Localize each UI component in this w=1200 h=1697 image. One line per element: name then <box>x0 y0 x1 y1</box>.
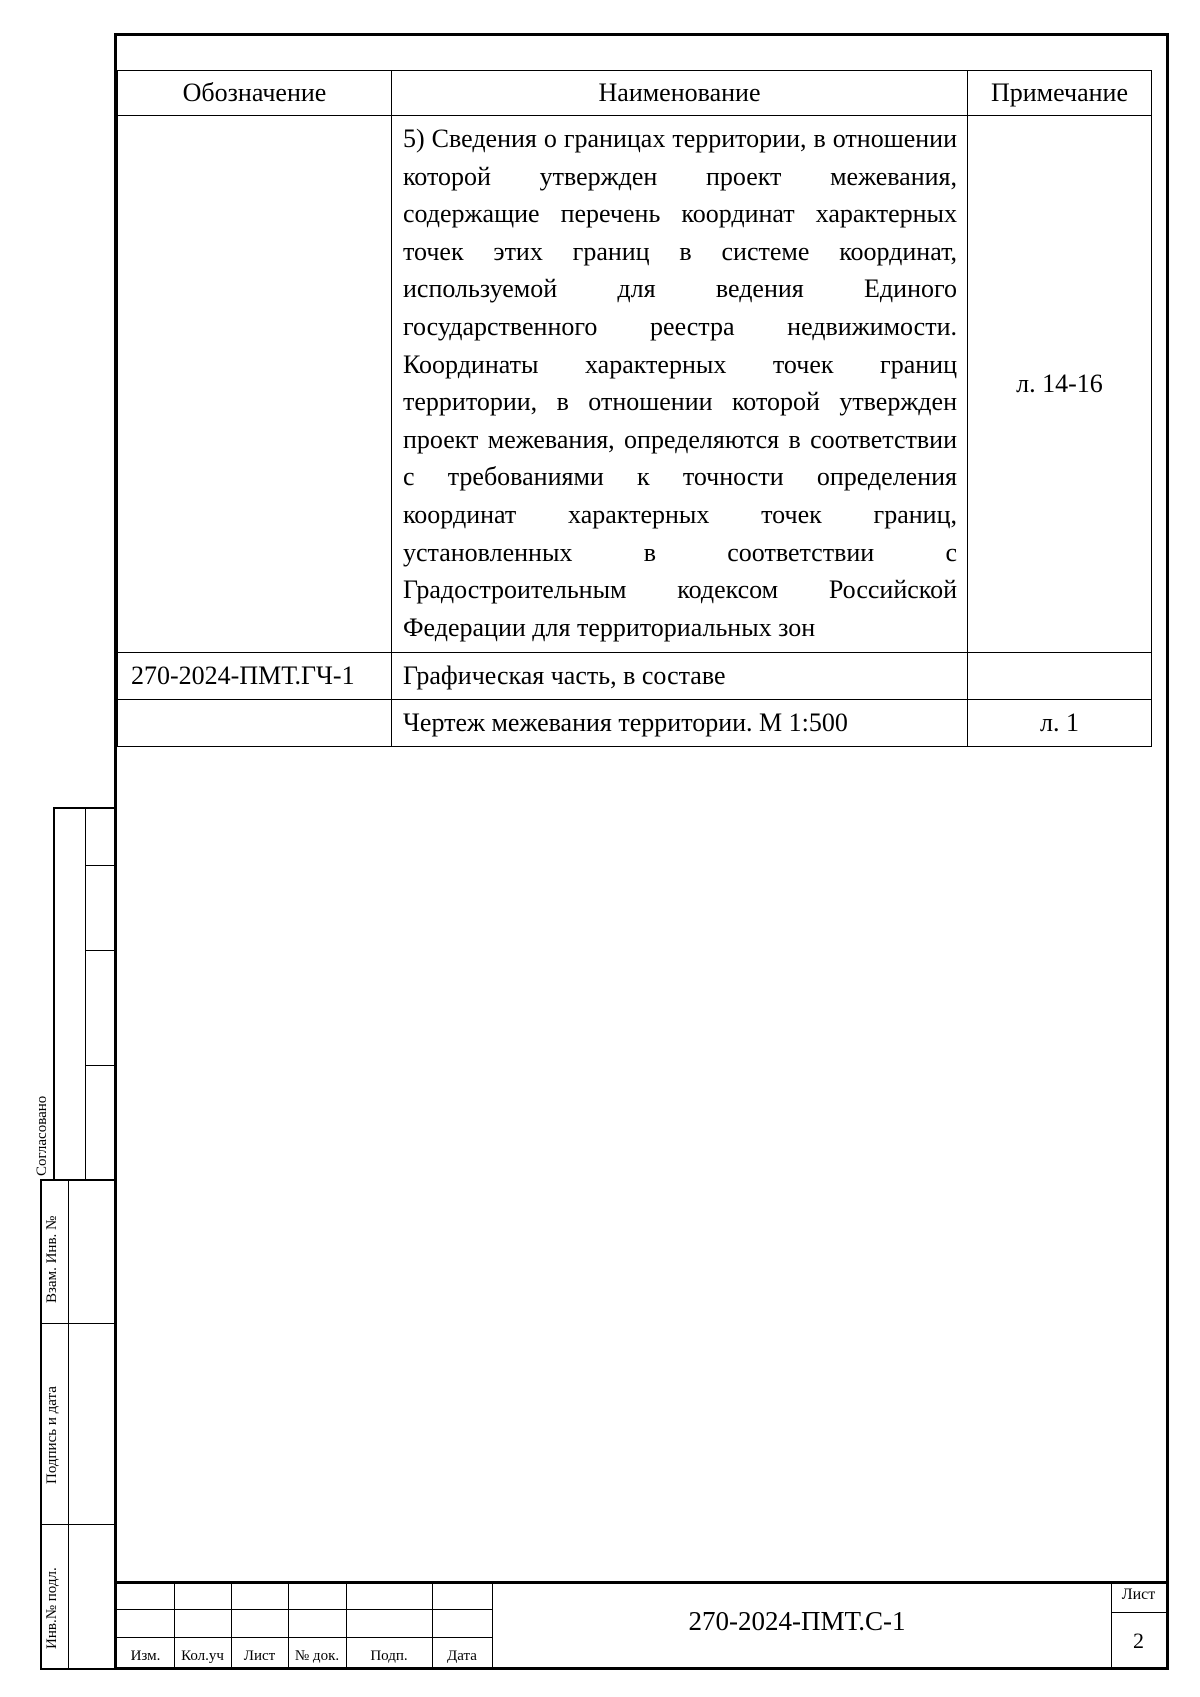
col-label-signature: Подп. <box>370 1648 408 1664</box>
col-label-doc-number: № док. <box>294 1648 340 1664</box>
inventory-strip-divider <box>68 1179 69 1670</box>
table-row <box>118 653 1152 700</box>
row-designation <box>118 700 392 747</box>
row-name: Чертеж межевания территории. М 1:500 <box>392 700 968 747</box>
row-note: л. 14-16 <box>968 116 1152 653</box>
sheet-label: Лист <box>1121 1586 1156 1603</box>
sheet-frame <box>114 33 1169 1670</box>
inventory-strip-row-line <box>40 1524 116 1525</box>
header-note: Примечание <box>968 71 1152 116</box>
replaced-inv-label: Взам. Инв. № <box>44 1215 60 1303</box>
row-note <box>968 653 1152 700</box>
row-name-text: 5) Сведения о границах территории, в отношении которой утвержден проект межевания, содержащие перечень координат характерных точек этих границ в системе координат, используемой для ведения Единого государственного реестра недвижимости. Координаты характерных точек границ территории, в отношении которой утвержден проект межевания, определяются в соответствии с требованиями к точности определения координат характерных точек границ, установленных в соответствии с Градостроительным кодексом Российской Федерации для территориальных зон <box>403 124 957 642</box>
col-label-date: Дата <box>447 1648 477 1664</box>
contents-table <box>117 70 1152 747</box>
row-designation: 270-2024-ПМТ.ГЧ-1 <box>118 653 392 700</box>
row-name: Графическая часть, в составе <box>392 653 968 700</box>
document-code: 270-2024-ПМТ.С-1 <box>688 1606 906 1636</box>
agreed-strip-divider <box>85 807 86 1181</box>
header-name: Наименование <box>392 71 968 116</box>
header-designation: Обозначение <box>118 71 392 116</box>
agreed-strip-row-line <box>85 950 116 951</box>
table-row <box>118 116 1152 653</box>
table-header-row <box>118 71 1152 116</box>
sheet-number: 2 <box>1133 1628 1144 1653</box>
col-label-change: Изм. <box>130 1648 161 1664</box>
signature-date-label: Подпись и дата <box>44 1386 60 1484</box>
row-designation <box>118 116 392 653</box>
agreed-strip-row-line <box>85 865 116 866</box>
agreed-strip-row-line <box>85 1065 116 1066</box>
title-block-row-line <box>1111 1612 1166 1613</box>
col-label-sheet: Лист <box>243 1648 276 1664</box>
row-note: л. 1 <box>968 700 1152 747</box>
inventory-strip-row-line <box>40 1323 116 1324</box>
agreed-label: Согласовано <box>34 1095 50 1176</box>
table-row <box>118 700 1152 747</box>
row-name <box>392 116 968 653</box>
title-block <box>117 1581 1166 1667</box>
inv-original-label: Инв.№ подл. <box>44 1567 60 1649</box>
col-label-count: Кол.уч <box>181 1648 224 1664</box>
